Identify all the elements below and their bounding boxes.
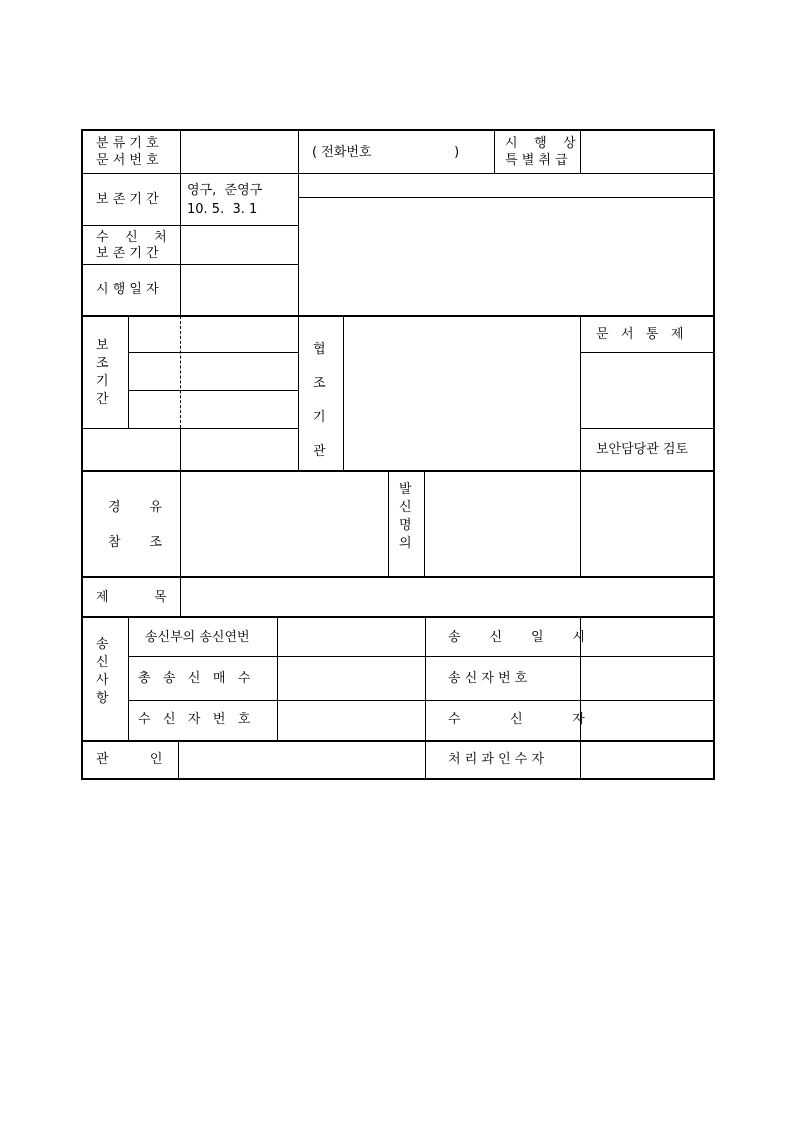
special-handling-field[interactable] xyxy=(582,131,712,172)
rule xyxy=(580,129,581,174)
enforcement-date-label: 시 행 일 자 xyxy=(96,282,159,297)
special-handling-label: 특 별 취 급 xyxy=(505,153,568,168)
char: 항 xyxy=(96,691,109,706)
rule xyxy=(494,129,495,174)
sending-dept-serial-field[interactable] xyxy=(279,619,424,655)
rule xyxy=(178,740,179,779)
via-reference-field[interactable] xyxy=(182,473,387,575)
char: 송 xyxy=(96,637,109,652)
rule xyxy=(298,129,299,316)
sender-name-label xyxy=(399,481,412,553)
rule xyxy=(81,576,715,578)
rule xyxy=(128,315,129,429)
rule xyxy=(129,700,715,701)
recipient-list-field[interactable] xyxy=(300,199,712,314)
processor-field[interactable] xyxy=(582,743,712,777)
total-pages-field[interactable] xyxy=(279,658,424,699)
receiver-label: 수 신 자 xyxy=(448,712,585,727)
classification-code-label: 분 류 기 호 xyxy=(96,136,159,151)
rule xyxy=(580,470,581,577)
rule xyxy=(81,315,715,317)
rule xyxy=(180,470,181,577)
processor-label: 처 리 과 인 수 자 xyxy=(448,752,545,767)
cooperation-agency-label xyxy=(313,333,326,469)
rule xyxy=(580,315,581,471)
rule xyxy=(180,129,181,316)
retention-value-line1: 영구, 준영구 xyxy=(187,183,263,198)
recipient-field[interactable] xyxy=(182,227,297,263)
rule xyxy=(388,470,389,577)
sender-number-label: 송 신 자 번 호 xyxy=(448,671,528,686)
cooperation-agency-field[interactable] xyxy=(345,318,579,469)
char: 발 xyxy=(399,482,412,497)
dashed-divider xyxy=(180,316,181,428)
rule xyxy=(81,740,715,742)
retention-period-label: 보 존 기 간 xyxy=(96,192,159,207)
rule xyxy=(580,428,715,429)
rule xyxy=(424,470,425,577)
security-review-field[interactable] xyxy=(582,473,712,575)
char: 관 xyxy=(313,444,326,459)
recipient-number-label: 수 신 자 번 호 xyxy=(138,712,251,727)
char: 사 xyxy=(96,673,109,688)
retention-value-line2: 10. 5. 3. 1 xyxy=(187,202,258,217)
rule xyxy=(81,428,299,429)
char: 보 xyxy=(96,338,109,353)
rule xyxy=(343,315,344,471)
official-seal-field[interactable] xyxy=(180,743,424,777)
rule xyxy=(425,616,426,779)
rule xyxy=(129,352,299,353)
rule xyxy=(180,576,181,617)
enforcement-date-field[interactable] xyxy=(182,266,297,314)
char: 명 xyxy=(399,518,412,533)
rule xyxy=(299,197,715,198)
recipient-number-field[interactable] xyxy=(279,702,424,739)
char: 조 xyxy=(313,376,326,391)
sending-dept-serial-label: 송신부의 송신연번 xyxy=(145,630,250,645)
recipient-label: 수 신 처 xyxy=(96,230,167,245)
char: 협 xyxy=(313,342,326,357)
char: 신 xyxy=(96,655,109,670)
document-number-label: 문 서 번 호 xyxy=(96,153,159,168)
rule xyxy=(81,264,299,265)
receiver-field[interactable] xyxy=(582,702,712,739)
char: 간 xyxy=(96,392,109,407)
sender-name-field[interactable] xyxy=(426,473,579,575)
rule xyxy=(81,616,715,618)
char: 기 xyxy=(313,410,326,425)
phone-number-field[interactable] xyxy=(300,131,493,172)
security-review-label: 보안담당관 검토 xyxy=(596,442,689,457)
transmission-items-label xyxy=(96,636,109,708)
form-left-border xyxy=(81,129,83,780)
title-label: 제 목 xyxy=(96,590,167,605)
reference-label: 참 조 xyxy=(108,535,163,550)
char: 조 xyxy=(96,356,109,371)
phone-number-label: ( 전화번호 ) xyxy=(312,145,460,160)
official-seal-label: 관 인 xyxy=(96,752,163,767)
auxiliary-period-label xyxy=(96,337,109,409)
rule xyxy=(81,173,299,174)
rule xyxy=(81,225,299,226)
recipient-retention-label: 보 존 기 간 xyxy=(96,246,159,261)
rule xyxy=(129,656,715,657)
form-right-border xyxy=(713,129,715,780)
title-field[interactable] xyxy=(182,579,712,615)
char: 의 xyxy=(399,536,412,551)
rule xyxy=(580,352,715,353)
send-datetime-label: 송 신 일 시 xyxy=(448,630,586,645)
rule xyxy=(299,173,715,174)
rule xyxy=(81,470,715,472)
rule xyxy=(277,616,278,741)
form-bottom-border xyxy=(81,778,715,780)
header-line-field[interactable] xyxy=(300,175,712,196)
send-datetime-field[interactable] xyxy=(582,619,712,655)
rule xyxy=(128,616,129,741)
total-pages-label: 총 송 신 매 수 xyxy=(138,671,251,686)
classification-code-field[interactable] xyxy=(182,131,297,172)
via-label: 경 유 xyxy=(108,500,163,515)
char: 기 xyxy=(96,374,109,389)
enforcement-label: 시 행 상 xyxy=(505,136,576,151)
rule xyxy=(298,315,299,471)
document-control-label: 문 서 통 제 xyxy=(596,327,684,342)
rule xyxy=(129,390,299,391)
rule xyxy=(180,428,181,471)
sender-number-field[interactable] xyxy=(582,658,712,699)
document-control-field[interactable] xyxy=(582,354,712,427)
char: 신 xyxy=(399,500,412,515)
